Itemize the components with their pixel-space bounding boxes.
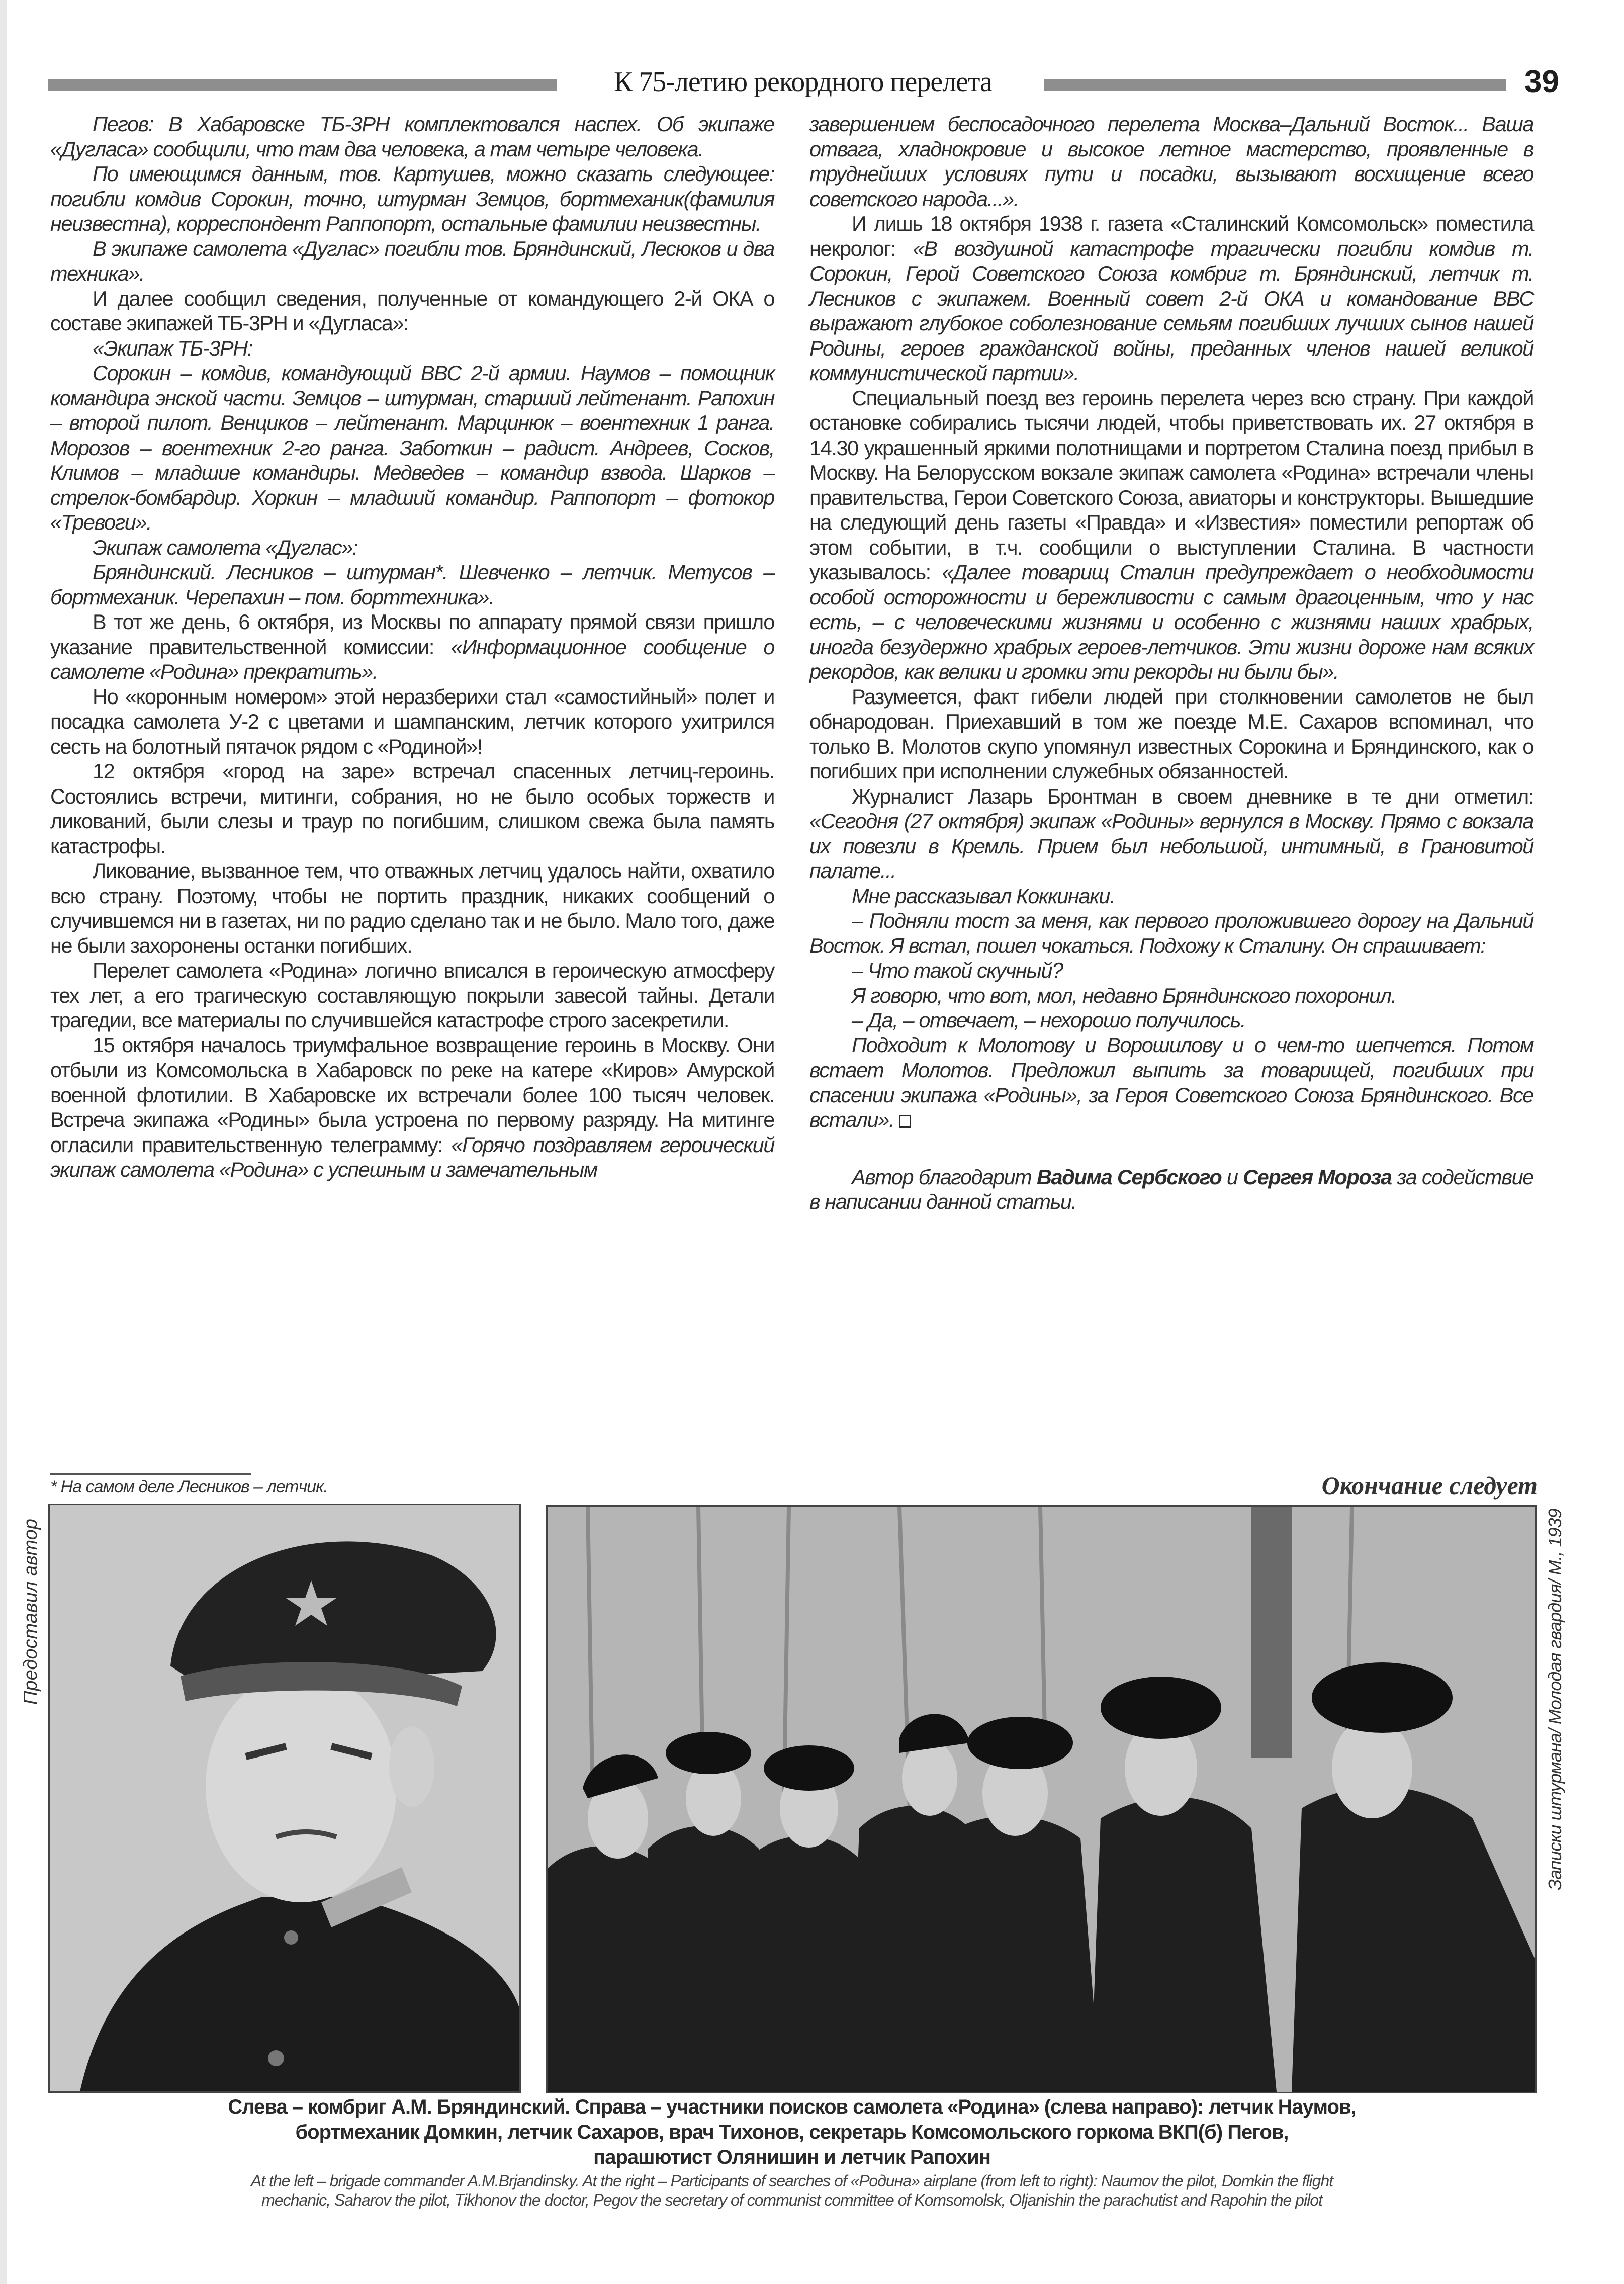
- paragraph: – Что такой скучный?: [852, 958, 1063, 982]
- paragraph-text: Подходит к Молотову и Ворошилову и о чем-то шепчется. Потом встает Молотов. Предложил выпить за товарищей, погибших при спасении экипажа «Родины», за Героя Советского Союза Бряндинского. Все встали».: [809, 1033, 1533, 1131]
- portrait-photo: [48, 1504, 521, 2093]
- quote: «Информационное сообщение о самолете «Родина» прекратить».: [50, 635, 775, 683]
- spacer: [809, 1132, 1533, 1165]
- caption-line: парашютист Олянишин и летчик Рапохин: [593, 2146, 990, 2168]
- paragraph-text: И лишь 18 октября 1938 г. газета «Сталинский Комсомольск» поместила некролог:: [809, 212, 1533, 260]
- photo-caption-english: [50, 2171, 1533, 2210]
- footnote: * На самом деле Лесников – летчик.: [50, 1477, 328, 1497]
- paragraph: 12 октября «город на заре» встречал спасенных летчиц-героинь. Состоялись встречи, митинги, собрания, но не было особых торжеств и ликований, были слезы и траур по погибшим, слишком свежа была память катастрофы.: [50, 759, 774, 858]
- group-photo: [546, 1505, 1537, 2093]
- paragraph: завершением беспосадочного перелета Москва–Дальний Восток... Ваша отвага, хладнокровие и высокое летное мастерство, проявленные в труднейших условиях пути и посадки, вызывают восхищение всего советского народа...».: [809, 112, 1533, 211]
- paragraph: «Экипаж ТБ-3РН:: [93, 336, 252, 360]
- end-of-article-icon: [899, 1115, 911, 1128]
- running-header: [48, 59, 1577, 105]
- paragraph: По имеющимся данным, тов. Картушев, можно сказать следующее: погибли комдив Сорокин, точно, штурман Земцов, бортмеханик(фамилия неизвестна), корреспондент Раппопорт, остальные фамилии неизвестны.: [50, 162, 774, 235]
- to-be-continued: Окончание следует: [1321, 1471, 1538, 1500]
- paragraph: И далее сообщил сведения, полученные от командующего 2-й ОКА о составе экипажей ТБ-3РН и «Дугласа»:: [50, 286, 774, 335]
- group-figures-icon: [548, 1507, 1535, 2092]
- caption-line: бортмеханик Домкин, летчик Сахаров, врач Тихонов, секретарь Комсомольского горкома ВКП(б) Пегов,: [295, 2121, 1289, 2143]
- page-edge-shadow: [0, 0, 7, 2284]
- page-number: 39: [1524, 64, 1559, 99]
- paragraph: Я говорю, что вот, мол, недавно Бряндинского похоронил.: [852, 983, 1396, 1007]
- paragraph: В экипаже самолета «Дуглас» погибли тов. Бряндинский, Лесюков и два техника».: [50, 236, 774, 285]
- paragraph: [809, 784, 1533, 884]
- ack-name: Вадима Сербского: [1036, 1165, 1222, 1189]
- paragraph: Мне рассказывал Коккинаки.: [852, 884, 1115, 908]
- paragraph: Сорокин – комдив, командующий ВВС 2-й армии. Наумов – помощник командира энской части. Земцов – штурман, старший лейтенант. Рапохин – второй пилот. Венциков – лейтенант. Марцинюк – воентехник 1 ранга. Морозов – воентехник 2-го ранга. Заботкин – радист. Андреев, Сосков, Климов – младшие командиры. Медведев – командир взвода. Шарков – стрелок-бомбардир. Хоркин – младший командир. Раппопорт – фотокор «Тревоги».: [50, 361, 774, 534]
- ack-name: Сергея Мороза: [1243, 1165, 1392, 1189]
- footnote-divider: [50, 1473, 251, 1475]
- paragraph: [809, 1033, 1533, 1132]
- article-column-right: [809, 112, 1533, 1214]
- paragraph-text: В тот же день, 6 октября, из Москвы по аппарату прямой связи пришло указание правительственной комиссии:: [50, 610, 774, 659]
- caption-line: mechanic, Saharov the pilot, Tikhonov the doctor, Pegov the secretary of communist committee of Komsomolsk, Oljanishin the parachutist and Rapohin the pilot: [261, 2191, 1322, 2209]
- caption-line: Слева – комбриг А.М. Бряндинский. Справа – участники поисков самолета «Родина» (слева направо): летчик Наумов,: [228, 2096, 1356, 2118]
- paragraph: – Подняли тост за меня, как первого проложившего дорогу на Дальний Восток. Я встал, пошел чокаться. Подхожу к Сталину. Он спрашивает:: [809, 909, 1533, 957]
- ack-text: Автор благодарит: [852, 1165, 1037, 1189]
- portrait-figure-icon: [50, 1505, 519, 2091]
- paragraph: [809, 211, 1533, 386]
- article-column-left: [50, 112, 774, 1182]
- paragraph: Разумеется, факт гибели людей при столкновении самолетов не был обнародован. Приехавший в том же поезде М.Е. Сахаров вспоминал, что только В. Молотов скупо упомянул известных Сорокина и Бряндинского, как о погибших при исполнении служебных обязанностей.: [809, 684, 1533, 783]
- paragraph: [50, 1033, 774, 1182]
- photo-credit-left: Предоставил автор: [20, 1519, 41, 1705]
- quote: «В воздушной катастрофе трагически погибли комдив т. Сорокин, Герой Советского Союза комбриг т. Бряндинский, летчик т. Лесников с экипажем. Военный совет 2-й ОКА и командование ВВС выражают глубокое соболезнование семьям погибших лучших сынов нашей Родины, героев гражданской войны, преданных членов нашей великой коммунистической партии».: [809, 236, 1533, 385]
- paragraph: [809, 386, 1533, 684]
- header-rule-left: [48, 79, 557, 91]
- quote: «Далее товарищ Сталин предупреждает о необходимости особой осторожности и бережливости с самым драгоценным, что у нас есть, – с человеческими жизнями и особенно с жизнями наших храбрых, иногда безудержно храбрых героев-летчиков. Эти жизни дороже нам всяких рекордов, как велики и громки эти рекорды ни были бы».: [809, 560, 1533, 683]
- ack-text: и: [1221, 1165, 1243, 1189]
- paragraph-text: Специальный поезд вез героинь перелета через всю страну. При каждой остановке собирались тысячи людей, чтобы приветствовать их. 27 октября в 14.30 украшенный яркими полотнищами и портретом Сталина поезд прибыл в Москву. На Белорусском вокзале экипаж самолета «Родина» встречали члены правительства, Герои Советского Союза, авиаторы и конструкторы. Вышедшие на следующий день газеты «Правда» и «Известия» поместили репортаж об этом событии, в т.ч. сообщили о выступлении Сталина. В частности указывалось:: [809, 386, 1533, 584]
- paragraph: – Да, – отвечает, – нехорошо получилось.: [852, 1008, 1246, 1032]
- ack-text: за содействие в написании данной статьи.: [809, 1165, 1533, 1213]
- paragraph: Перелет самолета «Родина» логично вписался в героическую атмосферу тех лет, а его трагическую составляющую покрыли завесой тайны. Детали трагедии, все материалы по случившейся катастрофе строго засекретили.: [50, 958, 774, 1032]
- paragraph-text: 15 октября началось триумфальное возвращение героинь в Москву. Они отбыли из Комсомольска в Хабаровск по реке на катере «Киров» Амурской военной флотилии. В Хабаровске их встречали более 100 тысяч человек. Встреча экипажа «Родины» была устроена по первому разряду. На митинге огласили правительственную телеграмму:: [50, 1033, 774, 1157]
- acknowledgement: [809, 1165, 1533, 1214]
- photo-caption-russian: [50, 2094, 1533, 2170]
- paragraph: Экипаж самолета «Дуглас»:: [93, 535, 358, 559]
- quote: «Сегодня (27 октября) экипаж «Родины» вернулся в Москву. Прямо с вокзала их повезли в Кремль. Прием был небольшой, интимный, в Грановитой палате...: [809, 809, 1533, 883]
- caption-line: At the left – brigade commander A.M.Brjandinsky. At the right – Participants of searches of «Родина» airplane (from left to right): Naumov the pilot, Domkin the flight: [250, 2172, 1333, 2190]
- paragraph: Пегов: В Хабаровске ТБ-3РН комплектовался наспех. Об экипаже «Дугласа» сообщили, что там два человека, а там четыре человека.: [50, 112, 774, 161]
- header-rule-right: [1044, 79, 1506, 91]
- quote: «Горячо поздравляем героический экипаж самолета «Родина» с успешным и замечательным: [50, 1132, 775, 1181]
- paragraph: [50, 609, 774, 684]
- section-title: К 75-летию рекордного перелета: [613, 66, 993, 98]
- paragraph: Бряндинский. Лесников – штурман*. Шевченко – летчик. Метусов – бортмеханик. Черепахин – пом. борттехника».: [50, 560, 774, 609]
- photo-credit-right: Записки штурмана/ Молодая гвардия/ М., 1939: [1545, 1509, 1565, 1890]
- paragraph: Но «коронным номером» этой неразберихи стал «самостийный» полет и посадка самолета У-2 с цветами и шампанским, летчик которого ухитрился сесть на болотный пятачок рядом с «Родиной»!: [50, 684, 774, 758]
- paragraph-text: Журналист Лазарь Бронтман в своем дневнике в те дни отметил:: [852, 784, 1533, 808]
- paragraph: Ликование, вызванное тем, что отважных летчиц удалось найти, охватило всю страну. Поэтому, чтобы не портить праздник, никаких сообщений о случившемся ни в газетах, ни по радио сделано так и не было. Мало того, даже не были захоронены останки погибших.: [50, 859, 774, 957]
